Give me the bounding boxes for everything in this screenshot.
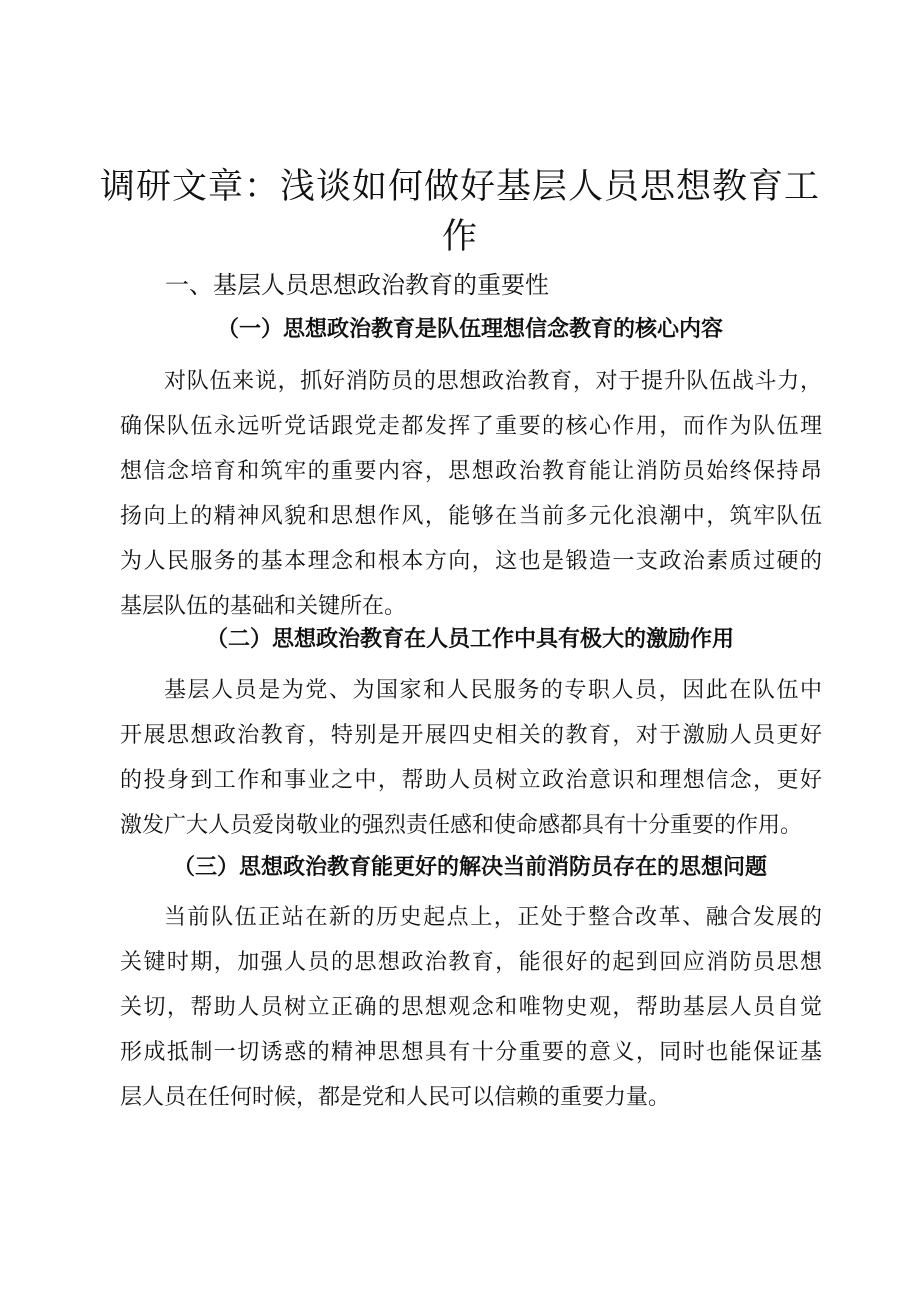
paragraph-1-line: 想信念培育和筑牢的重要内容，思想政治教育能让消防员始终保持昂 xyxy=(120,459,822,484)
paragraph-3-line: 层人员在任何时候，都是党和人民可以信赖的重要力量。 xyxy=(120,1085,671,1110)
paragraph-2-line: 开展思想政治教育，特别是开展四史相关的教育，对于激励人员更好 xyxy=(120,723,822,748)
paragraph-2-line: 的投身到工作和事业之中，帮助人员树立政治意识和理想信念，更好 xyxy=(120,768,822,793)
paragraph-3-line: 关切，帮助人员树立正确的思想观念和唯物史观，帮助基层人员自觉 xyxy=(120,995,822,1020)
paragraph-1-line: 为人民服务的基本理念和根本方向，这也是锻造一支政治素质过硬的 xyxy=(120,549,822,574)
paragraph-2-line: 基层人员是为党、为国家和人民服务的专职人员，因此在队伍中 xyxy=(164,678,822,703)
paragraph-3-line: 当前队伍正站在新的历史起点上，正处于整合改革、融合发展的 xyxy=(164,905,822,930)
paragraph-3-line: 关键时期，加强人员的思想政治教育，能很好的起到回应消防员思想 xyxy=(120,950,822,975)
document-title-line-2: 作 xyxy=(441,217,478,257)
paragraph-3-line: 形成抵制一切诱惑的精神思想具有十分重要的意义，同时也能保证基 xyxy=(120,1040,822,1065)
paragraph-1-line: 确保队伍永远听党话跟党走都发挥了重要的核心作用，而作为队伍理 xyxy=(120,414,822,439)
document-title-line-1: 调研文章：浅谈如何做好基层人员思想教育工 xyxy=(100,167,821,207)
section-1-heading: 一、基层人员思想政治教育的重要性 xyxy=(165,271,549,299)
document-title xyxy=(100,162,820,262)
subsection-3-heading: （三）思想政治教育能更好的解决当前消防员存在的思想问题 xyxy=(172,854,767,880)
paragraph-2 xyxy=(120,668,822,848)
paragraph-2-line: 激发广大人员爱岗敬业的强烈责任感和使命感都具有十分重要的作用。 xyxy=(120,813,803,838)
paragraph-1-line: 基层队伍的基础和关键所在。 xyxy=(120,594,407,619)
paragraph-1-line: 对队伍来说，抓好消防员的思想政治教育，对于提升队伍战斗力， xyxy=(164,369,822,394)
subsection-1-heading: （一）思想政治教育是队伍理想信念教育的核心内容 xyxy=(216,316,723,342)
paragraph-3 xyxy=(120,895,822,1120)
paragraph-1 xyxy=(120,359,822,629)
subsection-2-heading: （二）思想政治教育在人员工作中具有极大的激励作用 xyxy=(205,626,734,652)
paragraph-1-line: 扬向上的精神风貌和思想作风，能够在当前多元化浪潮中，筑牢队伍 xyxy=(120,504,822,529)
